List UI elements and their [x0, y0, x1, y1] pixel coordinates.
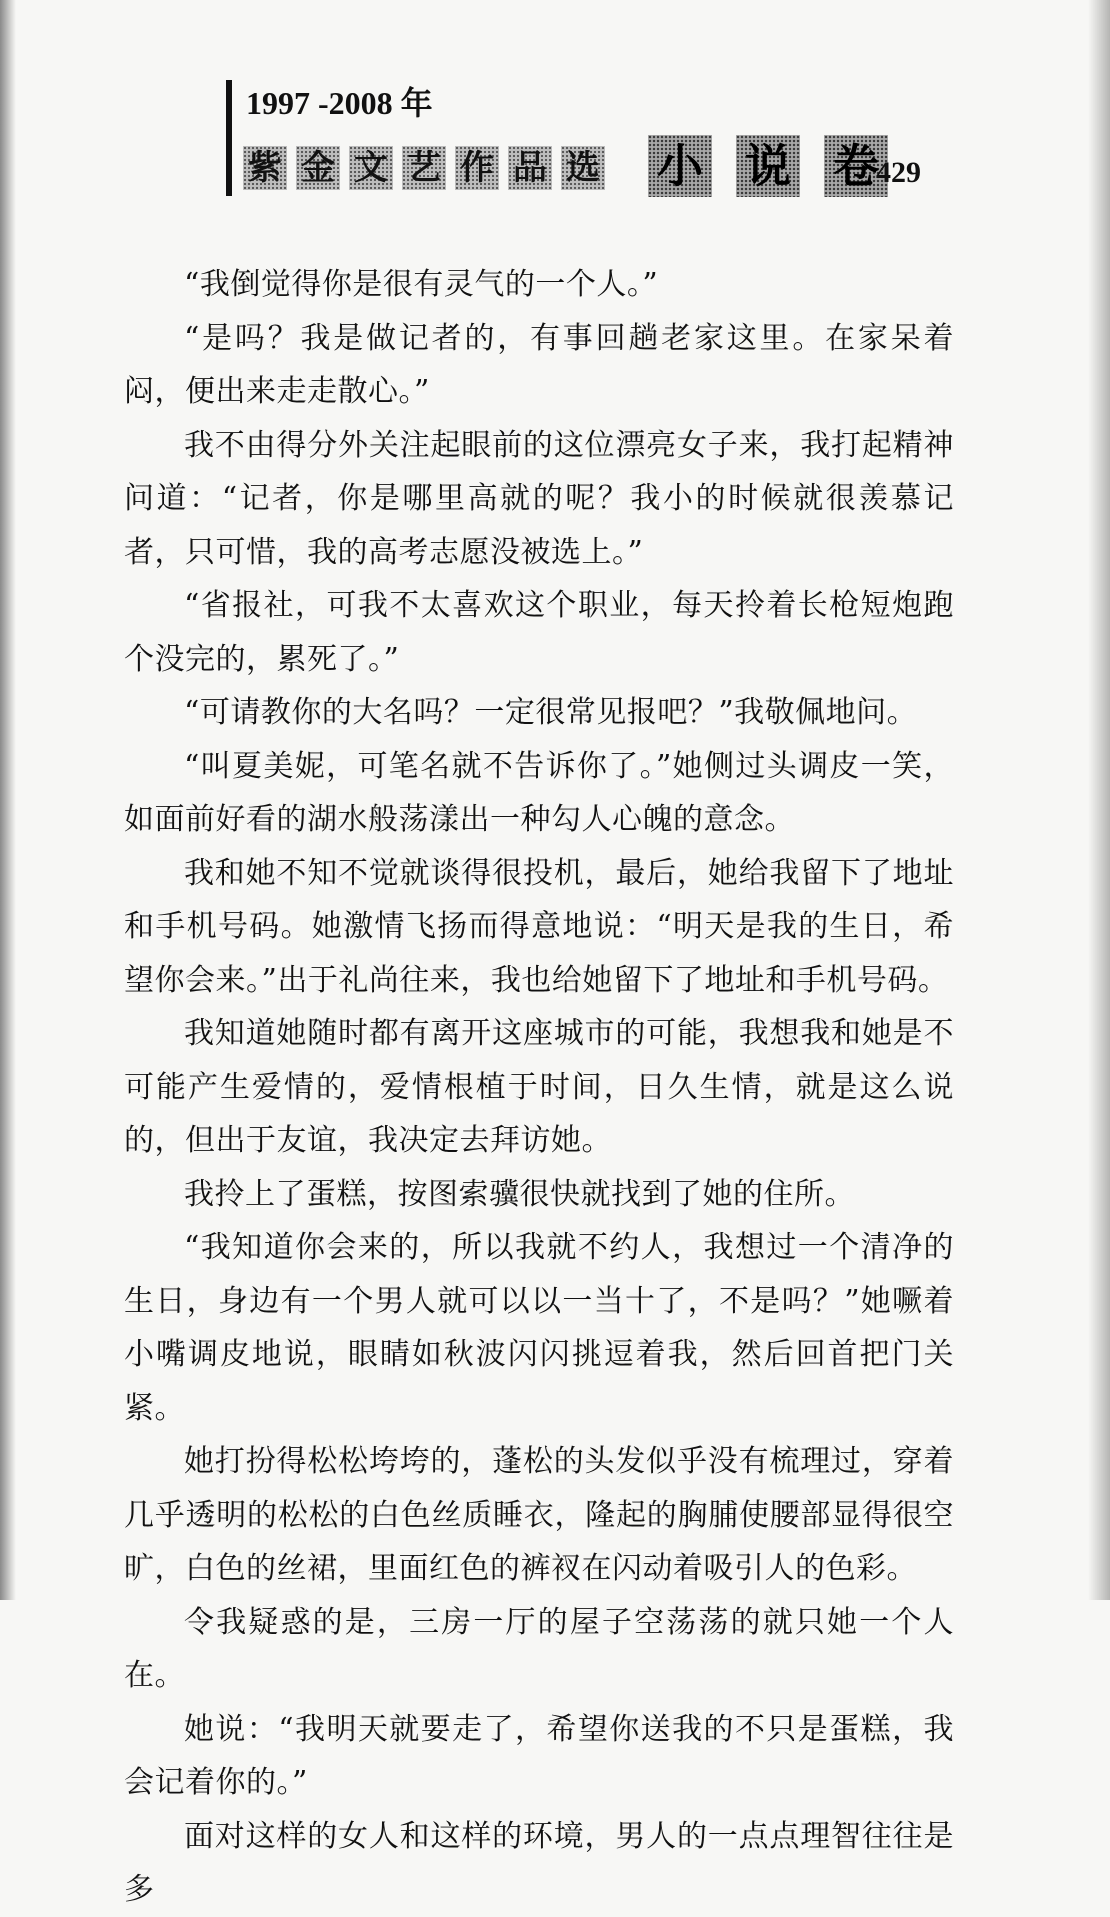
paragraph: “省报社，可我不太喜欢这个职业，每天拎着长枪短炮跑个没完的，累死了。”: [124, 588, 954, 677]
series-title-char: 紫: [243, 146, 287, 190]
page-right-shadow: [1088, 0, 1110, 1600]
series-title-char: 选: [561, 146, 605, 190]
volume-title-char: 小: [648, 135, 712, 197]
volume-title: [648, 135, 888, 197]
series-title-char: 品: [508, 146, 552, 190]
page-number: 429: [876, 156, 921, 189]
paragraph: 面对这样的女人和这样的环境，男人的一点点理智往往是多: [124, 1818, 954, 1907]
paragraph: “叫夏美妮，可笔名就不告诉你了。”她侧过头调皮一笑，如面前好看的湖水般荡漾出一种勾人心魄的意念。: [124, 748, 954, 837]
volume-title-char: 卷: [824, 135, 888, 197]
series-title-char: 金: [296, 146, 340, 190]
paragraph: 我知道她随时都有离开这座城市的可能，我想我和她是不可能产生爱情的，爱情根植于时间，日久生情，就是这么说的，但出于友谊，我决定去拜访她。: [124, 1016, 954, 1158]
body-text: [124, 258, 954, 1917]
paragraph: 她说：“我明天就要走了，希望你送我的不只是蛋糕，我会记着你的。”: [124, 1711, 954, 1800]
paragraph: 令我疑惑的是，三房一厅的屋子空荡荡的就只她一个人在。: [124, 1604, 954, 1693]
paragraph: 我拎上了蛋糕，按图索骥很快就找到了她的住所。: [184, 1176, 855, 1212]
paragraph: “我知道你会来的，所以我就不约人，我想过一个清净的生日，身边有一个男人就可以以一当十了，不是吗？”她噘着小嘴调皮地说，眼睛如秋波闪闪挑逗着我，然后回首把门关紧。: [124, 1230, 954, 1426]
header-vertical-rule: [226, 80, 232, 196]
paragraph: 我不由得分外关注起眼前的这位漂亮女子来，我打起精神问道：“记者，你是哪里高就的呢？我小的时候就很羡慕记者，只可惜，我的高考志愿没被选上。”: [124, 427, 954, 570]
series-title: [243, 146, 605, 190]
series-title-char: 文: [349, 146, 393, 190]
year-range: 1997 -2008 年: [246, 85, 433, 121]
paragraph: 她打扮得松松垮垮的，蓬松的头发似乎没有梳理过，穿着几乎透明的松松的白色丝质睡衣，隆起的胸脯使腰部显得很空旷，白色的丝裙，里面红色的裤衩在闪动着吸引人的色彩。: [124, 1444, 954, 1586]
paragraph: “可请教你的大名吗？一定很常见报吧？”我敬佩地问。: [184, 695, 918, 730]
page-left-shadow: [0, 0, 16, 1600]
paragraph: “我倒觉得你是很有灵气的一个人。”: [184, 267, 659, 302]
series-title-char: 艺: [402, 146, 446, 190]
paragraph: “是吗？我是做记者的，有事回趟老家这里。在家呆着闷，便出来走走散心。”: [124, 320, 954, 409]
series-title-char: 作: [455, 146, 499, 190]
paragraph: 我和她不知不觉就谈得很投机，最后，她给我留下了地址和手机号码。她激情飞扬而得意地说：“明天是我的生日，希望你会来。”出于礼尚往来，我也给她留下了地址和手机号码。: [124, 855, 954, 998]
volume-title-char: 说: [736, 135, 800, 197]
